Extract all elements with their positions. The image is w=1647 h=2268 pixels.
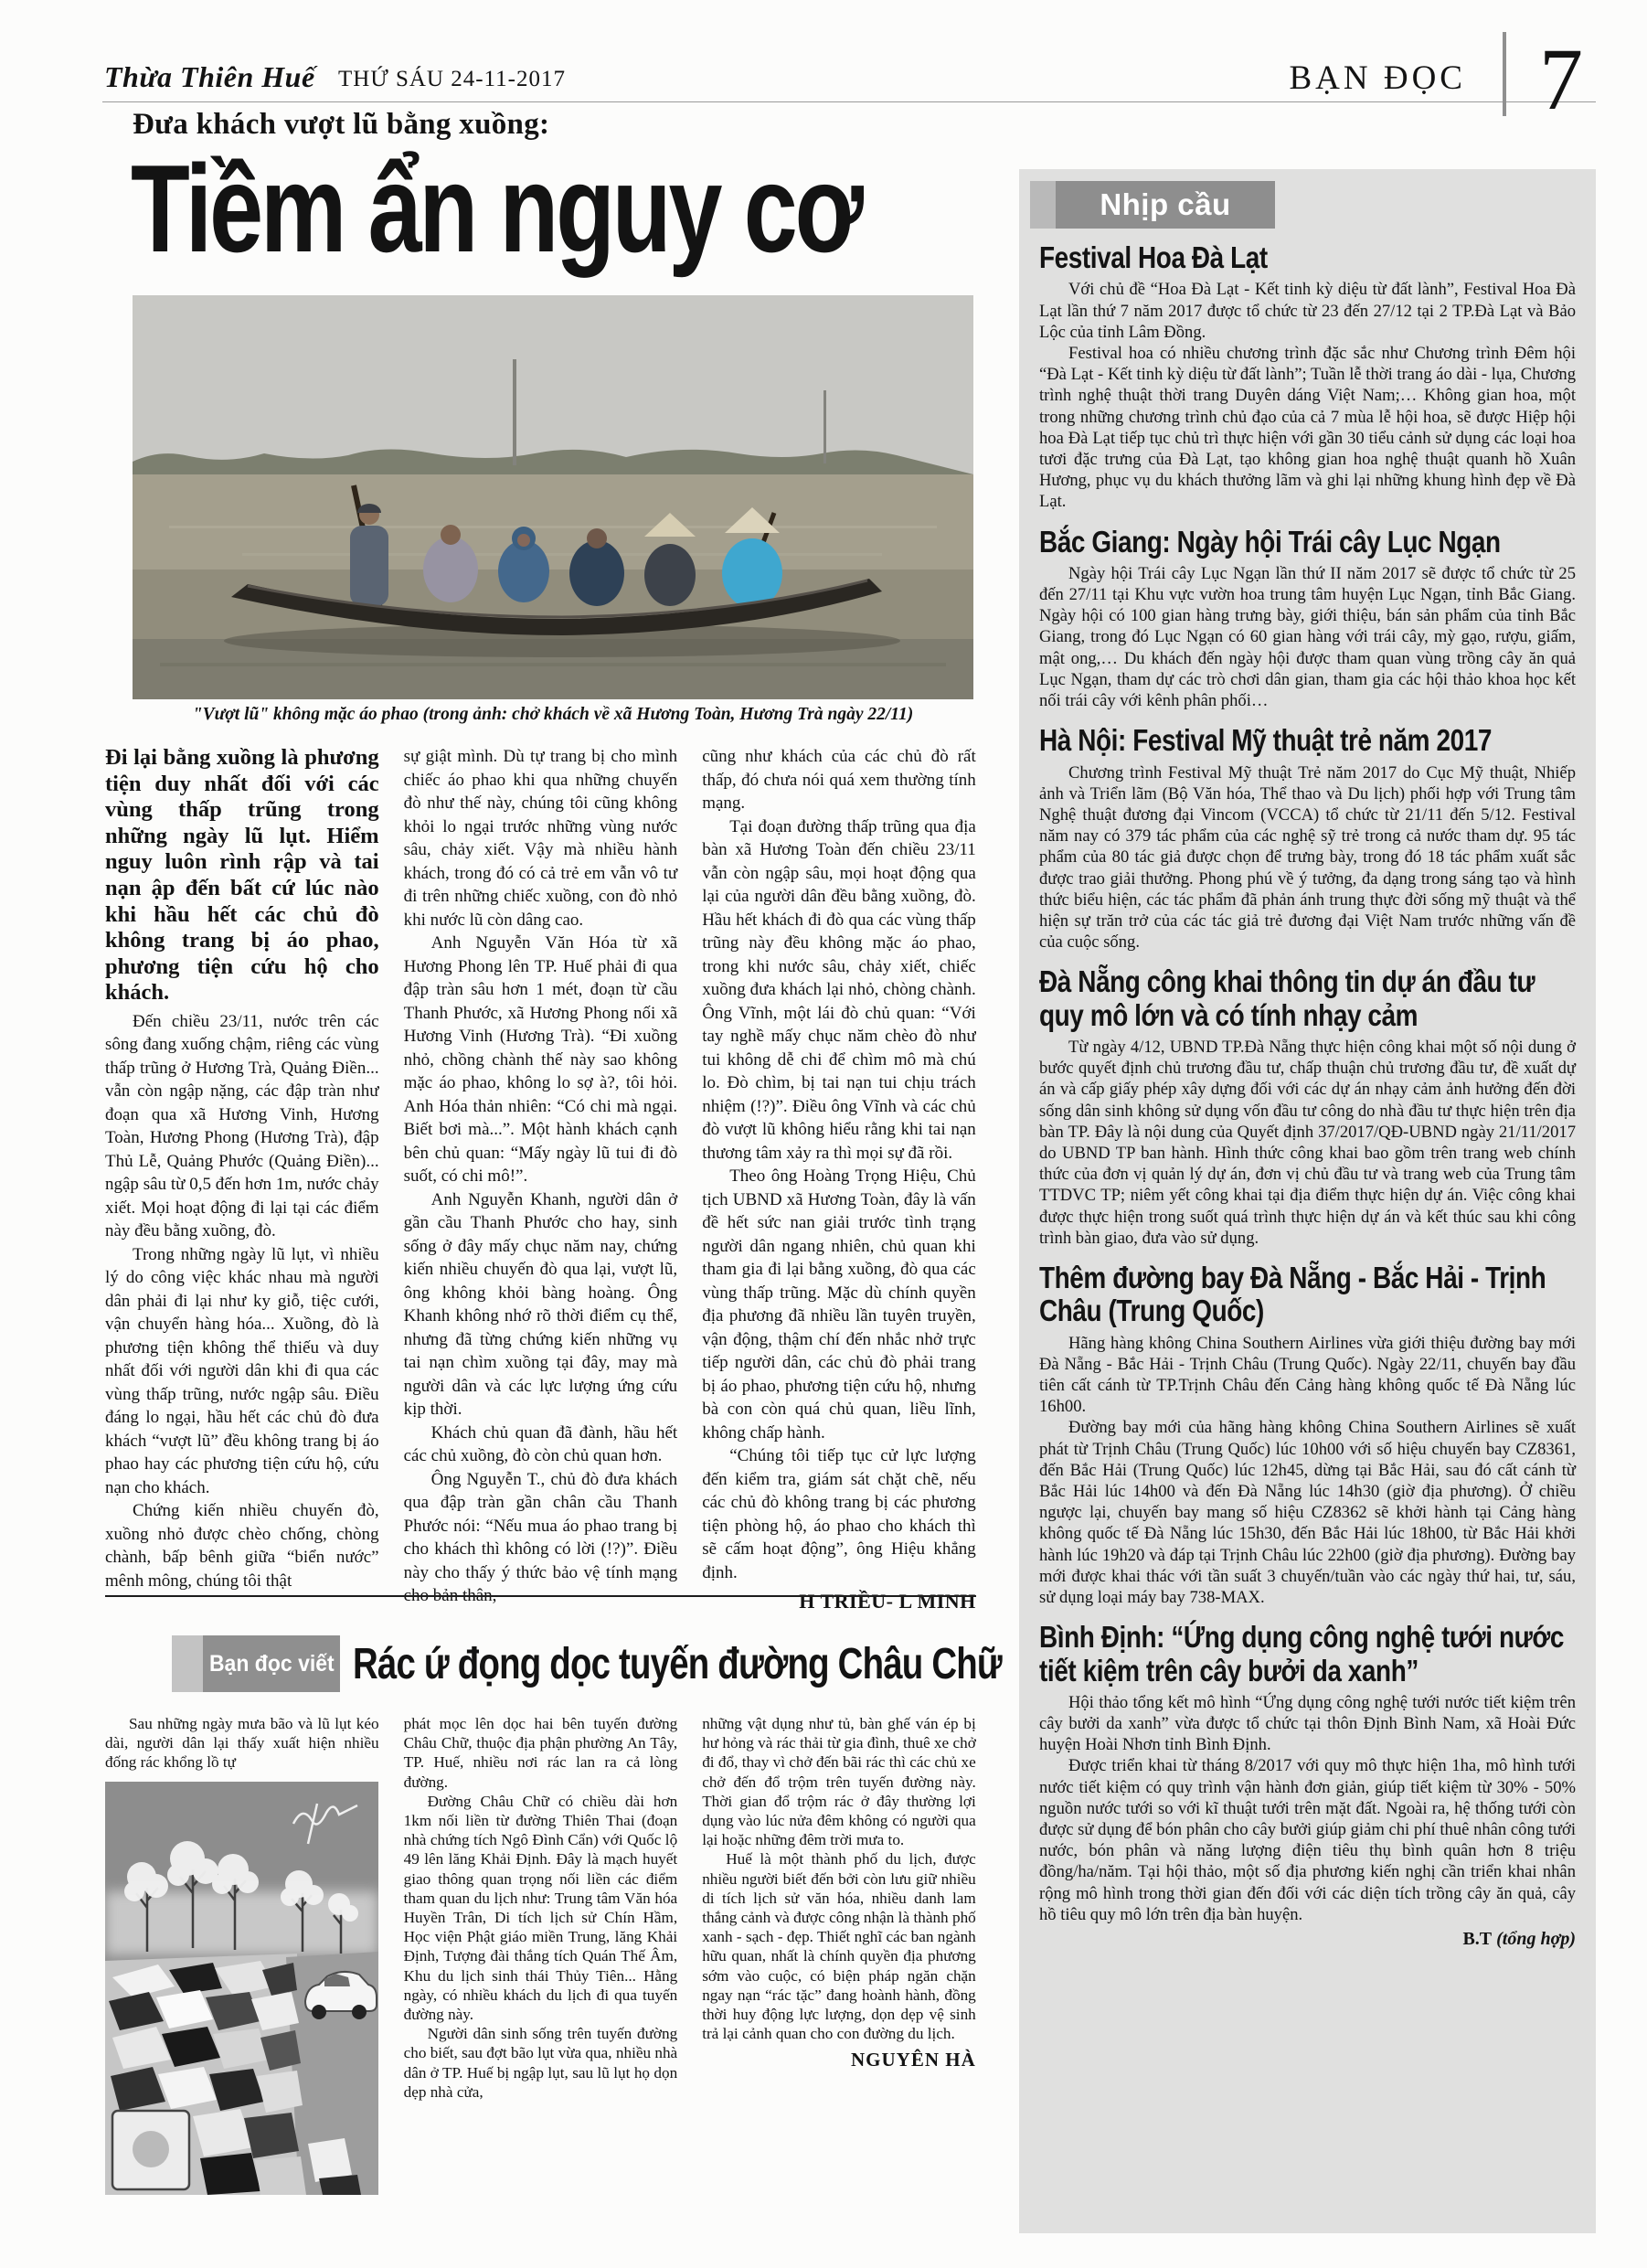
reader-section-bar	[172, 1635, 340, 1692]
bottom-column-2	[404, 1714, 678, 2231]
brief-title: Bình Định: “Ứng dụng công nghệ tưới nước tiết kiệm trên cây bưởi da xanh”	[1039, 1620, 1564, 1688]
main-column-3	[702, 745, 976, 1619]
brief-title: Hà Nội: Festival Mỹ thuật trẻ năm 2017	[1039, 723, 1492, 758]
bar-accent	[1030, 181, 1056, 229]
trash-dump-illustration	[105, 1782, 378, 2195]
bottom-column-1	[105, 1714, 379, 2231]
bottom-column-3	[702, 1714, 976, 2231]
bottom-headline-wrap	[353, 1635, 1164, 1692]
brief-paragraph: Từ ngày 4/12, UBND TP.Đà Nẵng thực hiện công khai một số nội dung ở bước quyết định chủ trương đầu tư, chấp thuận chủ trương đầu tư, đề xuất dự án và cấp giấy phép xây dựng đối với các dự án nhạy cảm ảnh hưởng đến đời sống dân sinh không sử dụng vốn đầu tư công do nhà đầu tư thực hiện trên địa bàn TP. Đây là nội dung của Quyết định 37/2017/QĐ-UBND ngày 21/11/2017 do UBND TP ban hành. Hình thức công khai bao gồm trên trang web chính thức của đơn vị quản lý dự án, đơn vị chủ đầu tư và trang web của Trung tâm TTDVC TP; niêm yết công khai tại địa điểm thực hiện dự án. Việc công khai được thực hiện trong suốt quá trình thực hiện dự án và kết thúc sau khi công trình bàn giao, đưa vào sử dụng.	[1039, 1037, 1576, 1248]
body-paragraph: Ông Nguyễn T., chủ đò đưa khách qua đập tràn gần chân cầu Thanh Phước nói: “Nếu mua áo phao trang bị cho khách thì không có lời (!?)”. Điều này cho thấy ý thức bảo vệ tính mạng cho bản thân,	[403, 1469, 678, 1605]
headline-wrap	[131, 139, 976, 286]
brief-title: Festival Hoa Đà Lạt	[1039, 240, 1268, 274]
body-paragraph: sự giật mình. Dù tự trang bị cho mình chiếc áo phao khi qua những chuyến đò như thế này, chúng tôi cũng không khỏi lo ngại trước những vùng nước sâu, chảy xiết. Vậy mà nhiều hành khách, trong đó có cả trẻ em vẫn vô tư đi trên những chiếc xuồng, con đò nhỏ khi nước lũ còn dâng cao.	[403, 747, 678, 930]
body-paragraph: “Chúng tôi tiếp tục cử lực lượng đến kiểm tra, giám sát chặt chẽ, nếu các chủ đò không trang bị các phương tiện phòng hộ, áo phao cho khách thì sẽ cấm hoạt động”, ông Hiệu khẳng định.	[702, 1446, 976, 1582]
author-byline: NGUYÊN HÀ	[851, 2049, 976, 2071]
brief-paragraph: Với chủ đề “Hoa Đà Lạt - Kết tinh kỳ diệu từ đất lành”, Festival Hoa Đà Lạt lần thứ 7 năm 2017 được tổ chức từ 23 đến 27/12 tại 2 TP.Đà Lạt và Bảo Lộc của tỉnh Lâm Đồng.	[1039, 280, 1576, 342]
lead-paragraph: Đi lại bằng xuồng là phương tiện duy nhất đối với các vùng thấp trũng trong những ngày lũ lụt. Hiểm nguy luôn rình rập và tai nạn ập đến bất cứ lúc nào khi hầu hết các chủ đò không trang bị áo phao, phương tiện cứu hộ cho khách.	[105, 745, 379, 1006]
body-paragraph: Chứng kiến nhiều chuyến đò, xuồng nhỏ được chèo chống, chòng chành, bấp bênh giữa “biển nước” mênh mông, chúng tôi thật	[105, 1501, 379, 1591]
bottom-headline: Rác ứ đọng dọc tuyến đường Châu Chữ	[353, 1639, 1002, 1688]
body-paragraph: Tại đoạn đường thấp trũng qua địa bàn xã Hương Toàn đến chiều 23/11 vẫn còn ngập sâu, mọi hoạt động qua lại của người dân đều bằng xuồng, đò. Hầu hết khách đi đò qua các vùng thấp trũng này đều không mặc áo phao, trong khi nước sâu, chảy xiết, chiếc xuồng đưa khách lại nhỏ, chòng chành. Ông Vĩnh, một lái đò chủ quan: “Với tay nghề mấy chục năm chèo đò như tui không dễ chi để chìm mô mà chú lo. Đò chìm, bị tai nạn tui chịu trách nhiệm (!?)”. Điều ông Vĩnh và các chủ đò vượt lũ không hiểu rằng khi tai nạn thương tâm xảy ra thì mọi sự đã rồi.	[702, 816, 976, 1163]
body-paragraph: phát mọc lên dọc hai bên tuyến đường Châu Chữ, thuộc địa phận phường An Tây, TP. Huế, nhiều nơi rác lan ra cả lòng đường.	[403, 1715, 678, 1791]
main-article	[105, 108, 976, 1619]
brief-title: Đà Nẵng công khai thông tin dự án đầu tư quy mô lớn và có tính nhạy cảm	[1039, 964, 1535, 1032]
body-paragraph: Anh Nguyễn Khanh, người dân ở gần cầu Thanh Phước cho hay, sinh sống ở đây mấy chục năm nay, chứng kiến nhiều chuyến đò qua lại, vượt lũ, ông không khỏi bàng hoàng. Ông Khanh không nhớ rõ thời điểm cụ thể, nhưng đã từng chứng kiến những vụ tai nạn chìm xuồng tại đây, may mà người dân và các lực lượng ứng cứu kịp thời.	[403, 1189, 678, 1419]
body-paragraph: Khách chủ quan đã đành, hầu hết các chủ xuồng, đò còn chủ quan hơn.	[403, 1422, 678, 1465]
body-paragraph: cũng như khách của các chủ đò rất thấp, đó chưa nói quá xem thường tính mạng.	[702, 747, 976, 813]
body-paragraph: Đến chiều 23/11, nước trên các sông đang xuống chậm, riêng các vùng thấp trũng ở Hương Trà, Quảng Điền... vẫn còn ngập nặng, các đập tràn như đoạn qua xã Hương Vinh, Hương Toàn, Hương Phong (Hương Trà), đập Thủ Lễ, Quảng Phước (Quảng Điền)... ngập sâu từ 0,5 đến hơn 1m, nước chảy xiết. Mọi hoạt động đi lại tại các điểm này đều bằng xuồng, đò.	[105, 1011, 379, 1241]
brief-paragraph: Hãng hàng không China Southern Airlines vừa giới thiệu đường bay mới Đà Nẵng - Bắc Hải - Trịnh Châu (Trung Quốc). Ngày 22/11, chuyến bay đầu tiên cất cánh từ TP.Trịnh Châu đến Cảng hàng không quốc tế Đà Nẵng lúc 16h00.	[1039, 1333, 1576, 1417]
author-byline: H TRIỀU- L MINH	[799, 1590, 976, 1613]
issue-date: THỨ SÁU 24-11-2017	[338, 67, 566, 91]
body-paragraph: Theo ông Hoàng Trọng Hiệu, Chủ tịch UBND xã Hương Toàn, đây là vấn đề hết sức nan giải trước tình trạng người dân ngang nhiên, chủ quan khi tham gia đi lại bằng xuồng, đò qua các vùng thấp trũng. Mặc dù chính quyền địa phương đã nhiều lần tuyên truyền, vận động, thậm chí đến nhắc nhở trực tiếp người dân, các chủ đò phải trang bị áo phao, phương tiện cứu hộ, nhưng bà con còn quá chủ quan, liều lĩnh, không chấp hành.	[702, 1166, 976, 1443]
body-paragraph: Anh Nguyễn Văn Hóa từ xã Hương Phong lên TP. Huế phải đi qua đập tràn sâu hơn 1 mét, đoạn từ cầu Thanh Phước, xã Hương Phong nối xã Hương Vinh (Hương Trà). “Đi xuồng nhỏ, chồng chành thế này sao không mặc áo phao, không lo sợ à?, tôi hỏi. Anh Hóa thản nhiên: “Có chi mà ngại. Biết bơi mà...”. Một hành khách cạnh bên chủ quan: “Mấy ngày lũ tui đi đò suốt, có chi mô!”.	[403, 933, 678, 1186]
bottom-article-columns	[105, 1714, 976, 2231]
body-paragraph: Huế là một thành phố du lịch, được nhiều người biết đến bởi còn lưu giữ nhiều di tích lịch sử văn hóa, nhiều danh lam thắng cảnh và được công nhận là thành phố xanh - sạch - đẹp. Thiết nghĩ các ban ngành hữu quan, nhất là chính quyền địa phương sớm vào cuộc, có biện pháp ngăn chặn ngay nạn “rác tặc” đang hoành hành, đồng thời huy động lực lượng, dọn dẹp vệ sinh trả lại cảnh quan cho con đường du lịch.	[702, 1850, 976, 2043]
main-headline: Tiềm ẩn nguy cơ	[131, 139, 861, 278]
body-paragraph: những vật dụng như tủ, bàn ghế ván ép bị hư hỏng và rác thải từ gia đình, thuê xe chở đi đổ, thay vì chở đến bãi rác thì các chủ xe chở đến đổ trộm trên tuyến đường này. Thời gian đổ trộm rác ở đây thường lợi dụng vào lúc nửa đêm không có người qua lại hoặc những đêm trời mưa to.	[702, 1715, 976, 1849]
section-label: BẠN ĐỌC	[1289, 59, 1466, 97]
body-paragraph: Đường Châu Chữ có chiều dài hơn 1km nối liền từ đường Thiên Thai (đoạn nhà chứng tích Ngô Đình Cẩn) với Quốc lộ 49 lên lăng Khải Định. Đây là mạch huyết giao thông quan trọng nối liền các điểm tham quan du lịch như: Trung tâm Văn hóa Huyền Trân, Di tích lịch sử Chín Hầm, Học viện Phật giáo miền Trung, lăng Khải Định, Tượng đài thắng tích Quán Thế Âm, Khu du lịch sinh thái Thủy Tiên... Hằng ngày, có nhiều khách du lịch đi qua tuyến đường này.	[403, 1792, 678, 2024]
sidebar-section-title: Nhịp cầu	[1056, 181, 1275, 229]
brief-paragraph: Đường bay mới của hãng hàng không China Southern Airlines sẽ xuất phát từ Trịnh Châu (Trung Quốc) lúc 10h00 với số hiệu chuyến bay CZ8361, đến Bắc Hải (Trung Quốc) lúc 12h45, dừng tại Bắc Hải, sau đó cất cánh từ Bắc Hải lúc 14h00 và đến Đà Nẵng lúc 14h30 (giờ địa phương). Ở chiều ngược lại, chuyến bay mang số hiệu CZ8362 sẽ khởi hành tại Cảng hàng không quốc tế Đà Nẵng lúc 15h30, đến Bắc Hải lúc 18h00, từ Bắc Hải khởi hành lúc 19h20 và đáp tại Trịnh Châu lúc 22h00 (giờ địa phương). Đường bay mới được khai thác với tần suất 3 chuyến/tuần vào các ngày thứ hai, tư, sáu, sử dụng loại máy bay 738-MAX.	[1039, 1418, 1576, 1608]
reader-letter-article	[105, 1595, 1002, 2231]
body-paragraph: Trong những ngày lũ lụt, vì nhiều lý do công việc khác nhau mà người dân phải đi lại như ky giỗ, tiệc cưới, vận chuyển hàng hóa... Xuồng, đò là phương tiện không thể thiếu và duy nhất đối với người dân khi đi qua các vùng thấp trũng, nước ngập sâu. Điều đáng lo ngại, hầu hết các chủ đò đưa khách “vượt lũ” đều không trang bị áo phao hay các phương tiện cứu hộ, cứu nạn cho khách.	[105, 1244, 379, 1497]
reader-section-title: Bạn đọc viết	[203, 1635, 340, 1692]
sidebar-byline: B.T (tổng hợp)	[1462, 1929, 1576, 1950]
body-paragraph: Người dân sinh sống trên tuyến đường cho biết, sau đợt bão lụt vừa qua, nhiều nhà dân ở TP. Huế bị ngập lụt, sau lũ lụt họ dọn dẹp nhà cửa,	[403, 2025, 678, 2101]
brief-paragraph: Hội thảo tổng kết mô hình “Ứng dụng công nghệ tưới nước tiết kiệm trên cây bưởi da xanh” vừa được tổ chức tại thôn Định Bình Nam, xã Hoài Đức huyện Hoài Nhơn tỉnh Bình Định.	[1039, 1692, 1576, 1755]
brief-paragraph: Được triển khai từ tháng 8/2017 với quy mô thực hiện 1ha, mô hình tưới nước tiết kiệm có quy trình vận hành đơn giản, giúp tiết kiệm từ 30% - 50% nguồn nước tưới so với kĩ thuật tưới trên mặt đất. Ngoài ra, hệ thống tưới còn được sử dụng để bón phân cho cây bưởi giúp giảm chi phí thuê nhân công tưới nước, bón phân và năng lượng điện tiêu thụ bình quân hơn 8 triệu đồng/ha/năm. Tại hội thảo, một số địa phương kiến nghị cần triển khai nhân rộng mô hình trong thời gian đến đối với các diện tích trồng cây ăn quả, cây hồ tiêu quy mô lớn trên địa bàn huyện.	[1039, 1756, 1576, 1924]
brief-title: Bắc Giang: Ngày hội Trái cây Lục Ngạn	[1039, 524, 1501, 559]
article-kicker: Đưa khách vượt lũ bằng xuồng:	[133, 108, 550, 141]
news-briefs-sidebar	[1019, 169, 1596, 2233]
brief-title: Thêm đường bay Đà Nẵng - Bắc Hải - Trịnh Châu (Trung Quốc)	[1039, 1261, 1546, 1328]
sidebar-section-bar	[1030, 181, 1576, 229]
page-number: 7	[1539, 30, 1583, 128]
photo-caption: "Vượt lũ" không mặc áo phao (trong ảnh: chở khách về xã Hương Toàn, Hương Trà ngày 22/11)	[192, 705, 914, 724]
brief-paragraph: Chương trình Festival Mỹ thuật Trẻ năm 2017 do Cục Mỹ thuật, Nhiếp ảnh và Triển lãm (Bộ Văn hóa, Thể thao và Du lịch) phối hợp với Trung tâm Nghệ thuật đương đại Vincom (VCCA) tổ chức từ 21/11 đến 5/12. Festival năm nay có 379 tác phẩm của các nghệ sỹ trẻ trong cả nước tham dự. 95 tác phẩm của 80 tác giả được chọn để trưng bày, trong đó 18 tác phẩm xuất sắc được trao giải thưởng. Phong phú về ý tưởng, đa dạng trong sáng tạo và hình thức biểu hiện, các tác phẩm đã phản ánh trung thực đời sống mỹ thuật và thể hiện sự trăn trở của các tác giả trẻ đương đại Việt Nam trước những vấn đề của cuộc sống.	[1039, 762, 1576, 953]
flood-boat-photo	[133, 295, 973, 699]
main-column-2	[404, 745, 678, 1619]
reader-section-head	[105, 1635, 1002, 1692]
page-number-divider	[1503, 32, 1506, 116]
body-paragraph: Sau những ngày mưa bão và lũ lụt kéo dài, người dân lại thấy xuất hiện nhiều đống rác khổng lồ tự	[105, 1715, 379, 1772]
main-column-1	[105, 745, 379, 1619]
masthead-brand: Thừa Thiên Huế	[104, 60, 315, 93]
brief-paragraph: Ngày hội Trái cây Lục Ngạn lần thứ II năm 2017 sẽ được tổ chức từ 25 đến 27/11 tại Khu vực vườn hoa trung tâm huyện Lục Ngạn, tỉnh Bắc Giang. Ngày hội có 100 gian hàng trưng bày, giới thiệu, bán sản phẩm của tỉnh Bắc Giang, trong đó Lục Ngạn có 60 gian hàng với trái cây, mỳ gạo, rượu, giấm, mật ong,… Du khách đến ngày hội được tham quan vùng trồng cây ăn quả Lục Ngạn, tham dự các trò chơi dân gian, tham gia các hội thảo khoa học kết nối trái cây với kênh phân phối…	[1039, 563, 1576, 711]
bar-accent	[172, 1635, 203, 1692]
main-article-columns	[105, 745, 976, 1619]
brief-paragraph: Festival hoa có nhiều chương trình đặc sắc như Chương trình Đêm hội “Đà Lạt - Kết tinh kỳ diệu từ đất lành”; Tuần lễ thời trang áo dài - lụa, Chương trình nghệ thuật thời trang Duyên dáng Việt Nam;… Không gian hoa, một trong những chương trình chủ đạo của cả 7 mùa lễ hội hoa, sẽ được Hiệp hội hoa Đà Lạt tiếp tục chủ trì thực hiện với gần 30 tiểu cảnh sử dụng các loại hoa tươi đặc trưng của Đà Lạt, tạo không gian hoa nghệ thuật quanh hồ Xuân Hương, phục vụ du khách thưởng lãm và ghi lại những khung hình đẹp về Đà Lạt.	[1039, 343, 1576, 512]
